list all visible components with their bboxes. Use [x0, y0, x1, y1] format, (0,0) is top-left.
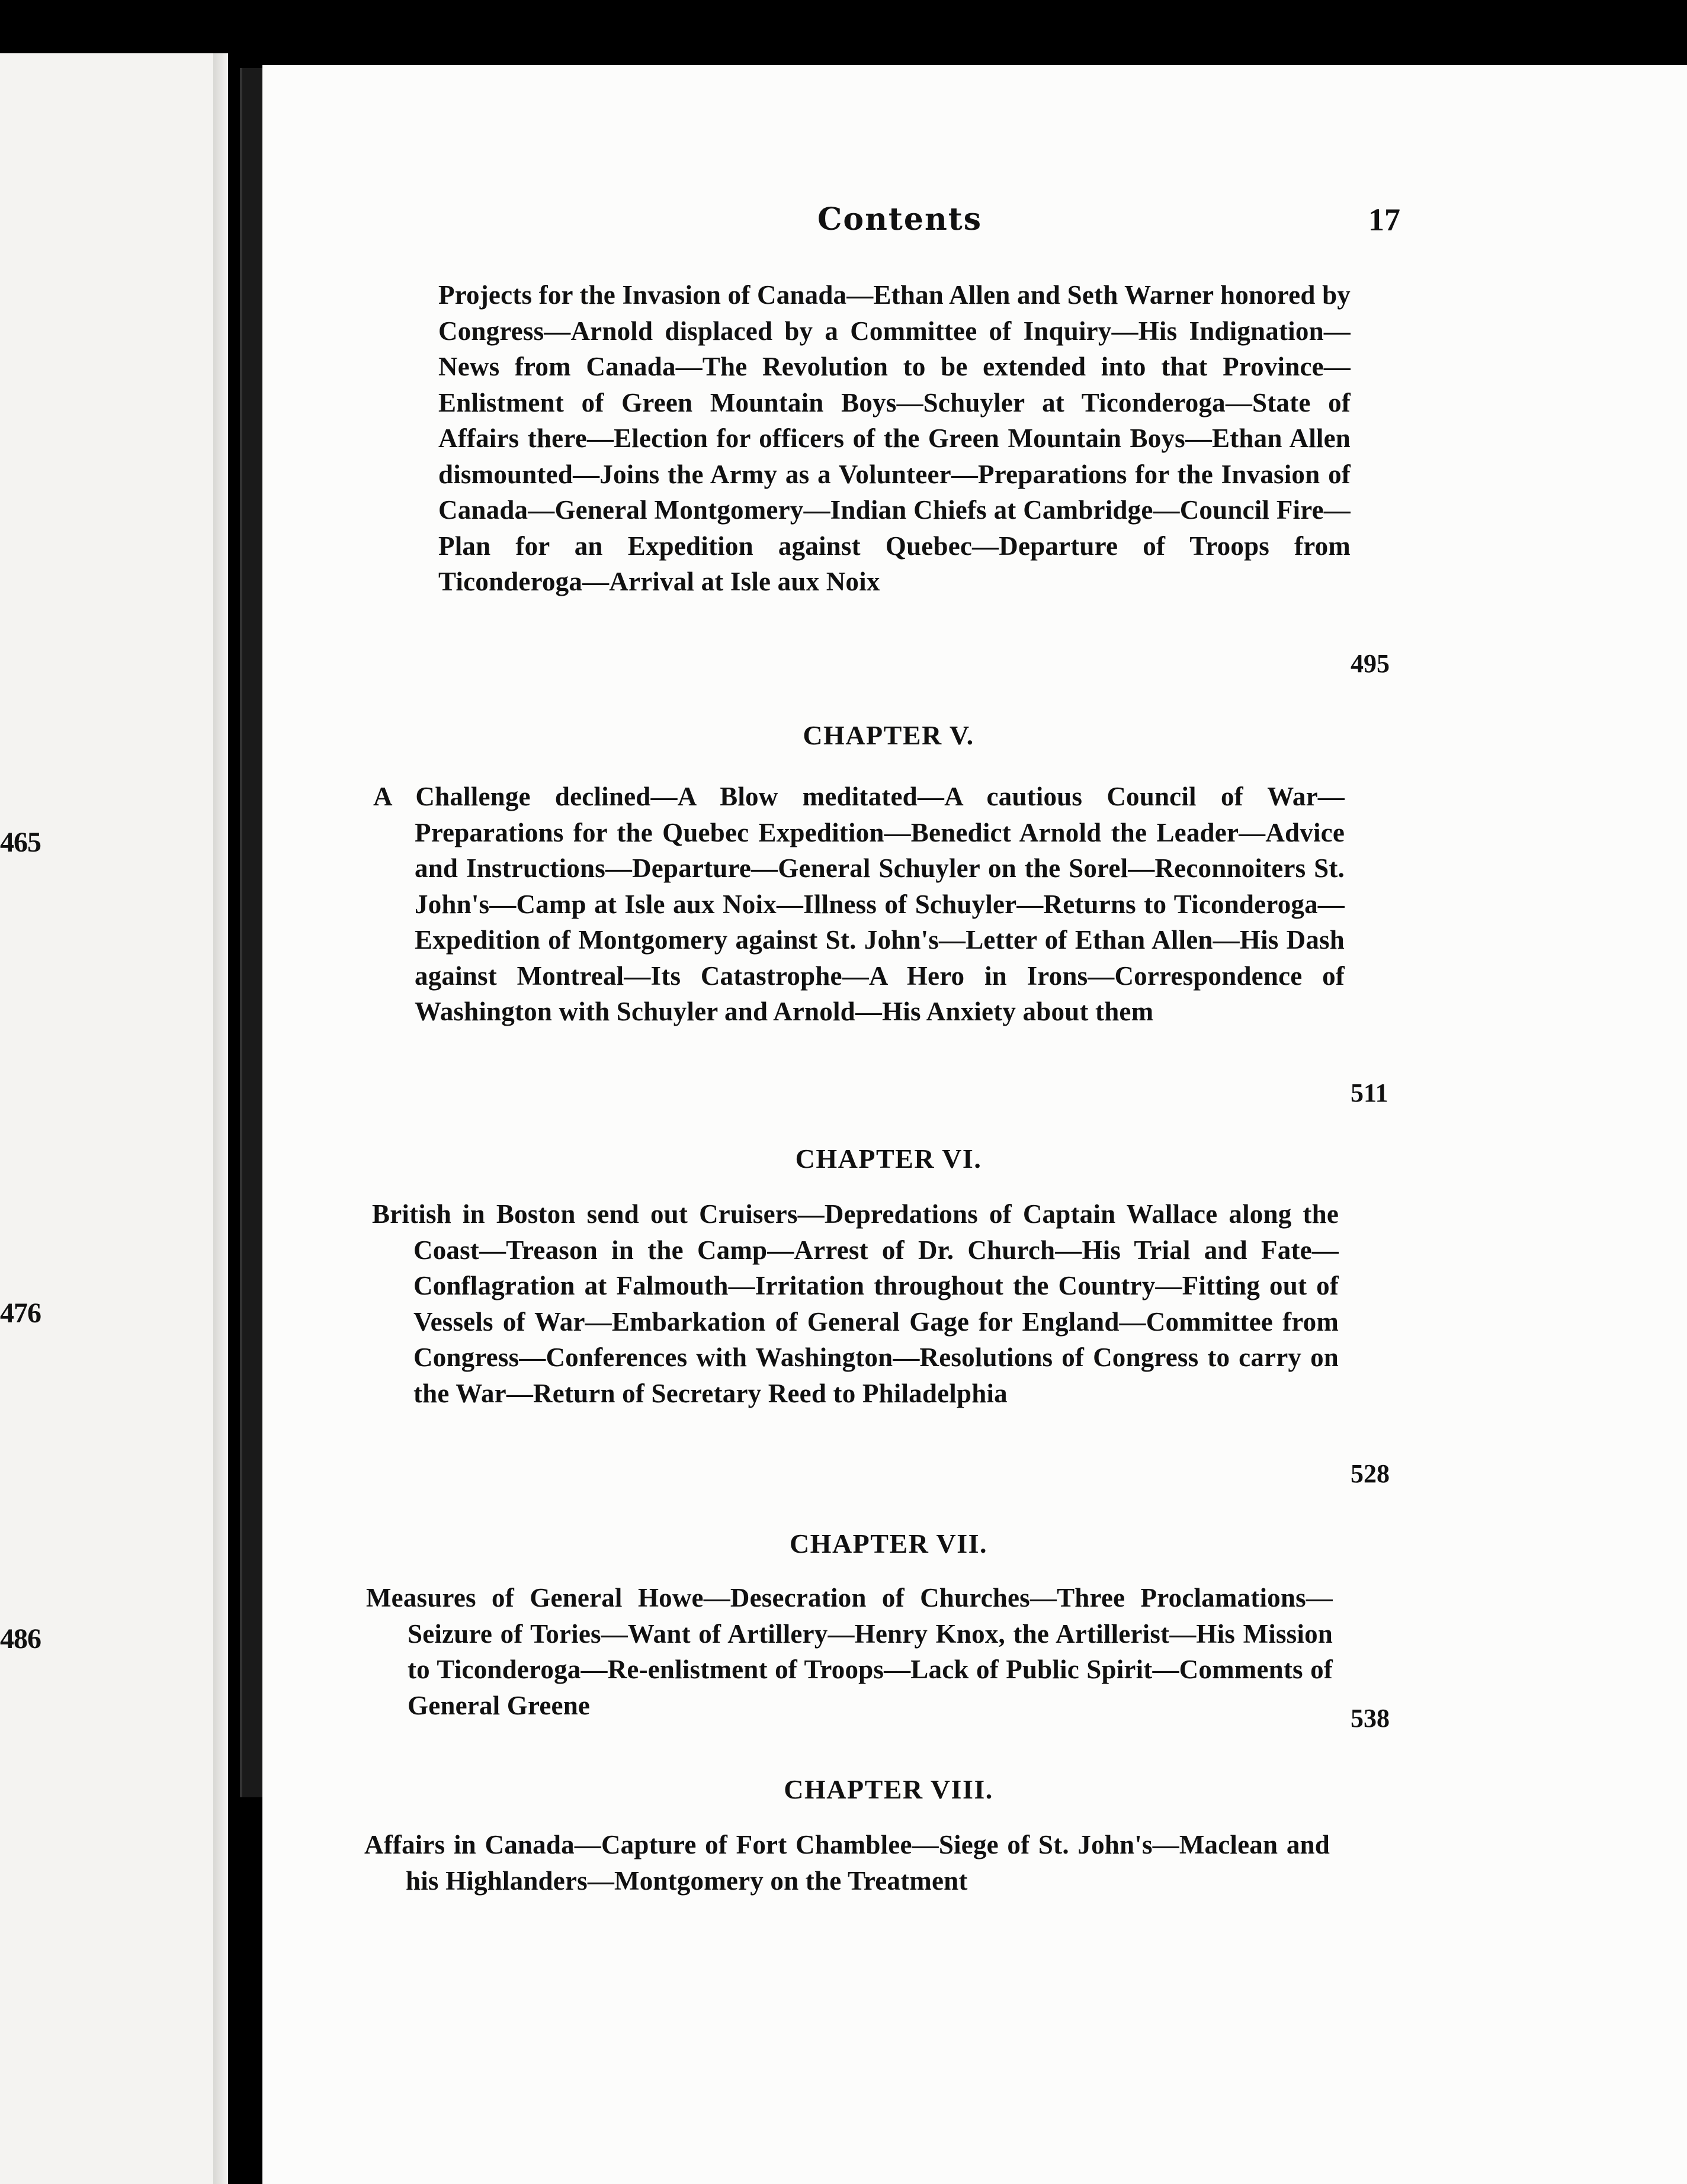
page-number: 17 [1368, 202, 1400, 237]
entry-page-number: 528 [1351, 1459, 1390, 1488]
facing-page [0, 53, 228, 2184]
entry-text: British in Boston send out Cruisers—Depredations of Captain Wallace along the Coast—Treason in the Camp—Arrest of Dr. Church—His Trial and Fate—Conflagration at Falmouth—Irritation throughout the Country—Fitting out of Vessels of War—Embarkation of General Gage for England—Committee from Congress—Conferences with Washington—Resolutions of Congress to carry on the War—Return of Secretary Reed to Philadelphia [372, 1199, 1339, 1408]
chapter-heading: CHAPTER VIII. [784, 1774, 993, 1804]
contents-entry [372, 1196, 1339, 1411]
contents-entry [373, 779, 1345, 1030]
chapter-heading: CHAPTER V. [803, 720, 974, 750]
facing-page-number: 465 [0, 827, 41, 858]
contents-entry [364, 1827, 1330, 1899]
running-title: Contents [817, 201, 983, 237]
entry-text: Measures of General Howe—Desecration of Churches—Three Proclamations—Seizure of Tories—Want of Artillery—Henry Knox, the Artillerist—His Mission to Ticonderoga—Re-enlistment of Troops—Lack of Public Spirit—Comments of General Greene [366, 1583, 1333, 1720]
facing-page-number: 476 [0, 1297, 41, 1329]
entry-text: A Challenge declined—A Blow meditated—A cautious Council of War—Preparations for the Quebec Expedition—Benedict Arnold the Leader—Advice and Instructions—Departure—General Schuyler on the Sorel—Reconnoiters St. John's—Camp at Isle aux Noix—Illness of Schuyler—Returns to Ticonderoga—Expedition of Montgomery against St. John's—Letter of Ethan Allen—His Dash against Montreal—Its Catastrophe—A Hero in Irons—Correspondence of Washington with Schuyler and Arnold—His Anxiety about them [373, 782, 1345, 1026]
entry-page-number: 511 [1351, 1078, 1388, 1107]
contents-entry [366, 1580, 1333, 1723]
entry-page-number: 538 [1351, 1704, 1390, 1733]
entry-page-number: 495 [1351, 649, 1390, 678]
entry-text: Projects for the Invasion of Canada—Ethan Allen and Seth Warner honored by Congress—Arnold displaced by a Committee of Inquiry—His Indignation—News from Canada—The Revolution to be extended into that Province—Enlistment of Green Mountain Boys—Schuyler at Ticonderoga—State of Affairs there—Election for officers of the Green Mountain Boys—Ethan Allen dismounted—Joins the Army as a Volunteer—Preparations for the Invasion of Canada—General Montgomery—Indian Chiefs at Cambridge—Council Fire—Plan for an Expedition against Quebec—Departure of Troops from Ticonderoga—Arrival at Isle aux Noix [438, 280, 1351, 596]
binding-shadow [240, 68, 265, 1797]
entry-text: Affairs in Canada—Capture of Fort Chamblee—Siege of St. John's—Maclean and his Highlanders—Montgomery on the Treatment [364, 1830, 1330, 1896]
chapter-heading: CHAPTER VII. [789, 1528, 988, 1559]
page-edge-shadow [213, 53, 228, 2184]
facing-page-number: 486 [0, 1623, 41, 1655]
chapter-heading: CHAPTER VI. [795, 1144, 982, 1174]
contents-entry [438, 277, 1351, 600]
